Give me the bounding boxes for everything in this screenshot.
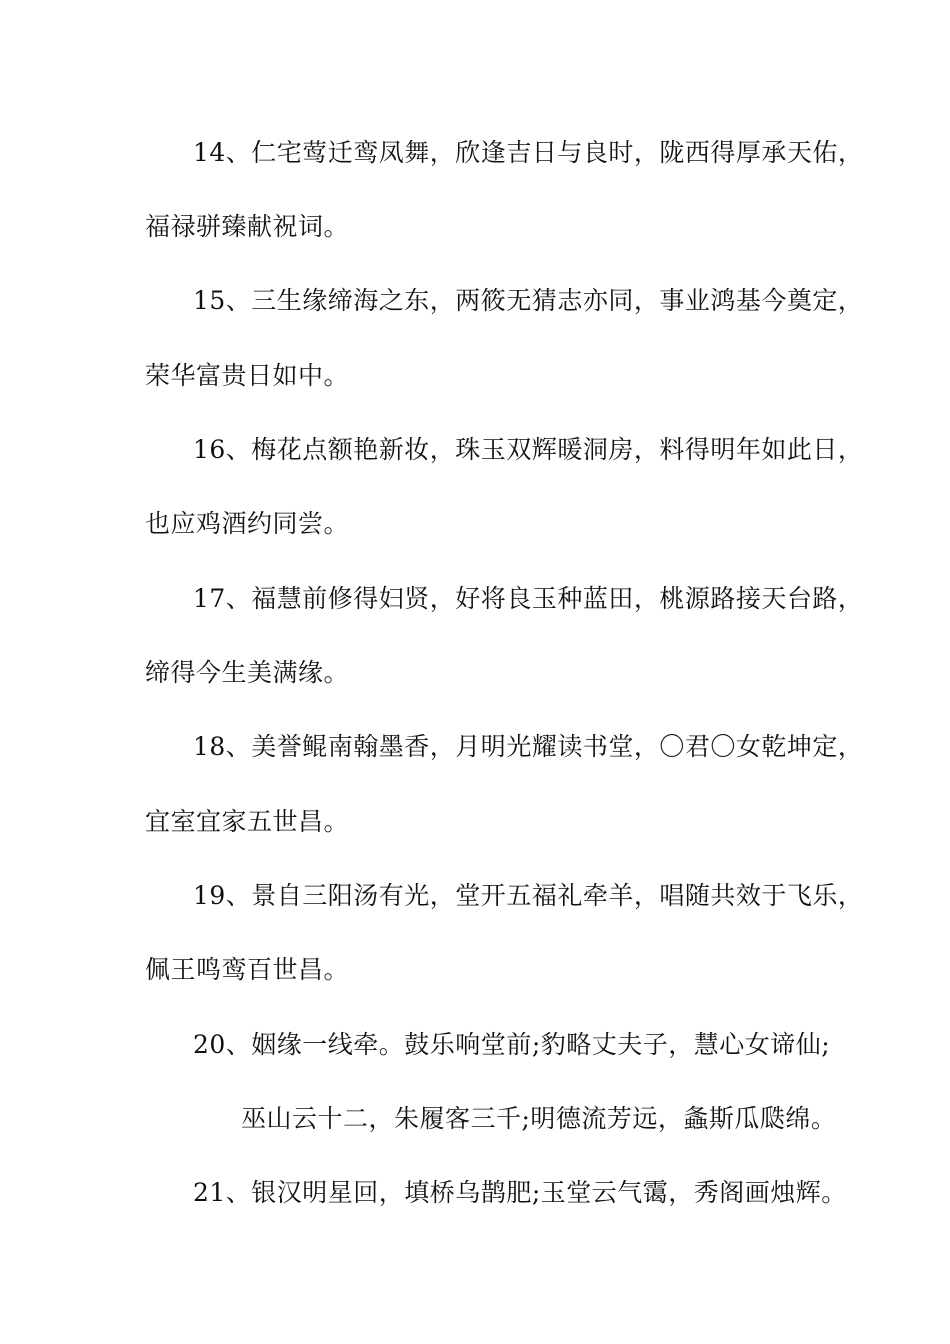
- text-line: 19、景自三阳汤有光，堂开五福礼牵羊，唱随共效于飞乐，: [193, 881, 864, 910]
- text-line: 15、三生缘缔海之东，两筱无猜志亦同，事业鸿基今奠定，: [193, 286, 864, 315]
- text-line: 20、姻缘一线牵。鼓乐响堂前;豹略丈夫子，慧心女谛仙;: [193, 1030, 831, 1059]
- text-line: 缔得今生美满缘。: [145, 658, 350, 687]
- text-line: 佩王鸣鸾百世昌。: [145, 955, 350, 984]
- text-line: 14、仁宅莺迁鸾凤舞，欣逢吉日与良时，陇西得厚承天佑，: [193, 138, 864, 167]
- text-line: 巫山云十二，朱履客三千;明德流芳远，螽斯瓜瓞绵。: [241, 1104, 837, 1133]
- text-line: 18、美誉鲲南翰墨香，月明光耀读书堂，〇君〇女乾坤定，: [193, 732, 864, 761]
- text-line: 16、梅花点额艳新妆，珠玉双辉暖洞房，料得明年如此日，: [193, 435, 864, 464]
- text-line: 也应鸡酒约同尝。: [145, 509, 350, 538]
- text-line: 17、福慧前修得妇贤，好将良玉种蓝田，桃源路接天台路，: [193, 584, 864, 613]
- text-line: 福禄骈臻献祝词。: [145, 212, 350, 241]
- text-line: 荣华富贵日如中。: [145, 361, 350, 390]
- text-line: 宜室宜家五世昌。: [145, 807, 350, 836]
- text-line: 21、银汉明星回，填桥乌鹊肥;玉堂云气霭，秀阁画烛辉。: [193, 1178, 847, 1207]
